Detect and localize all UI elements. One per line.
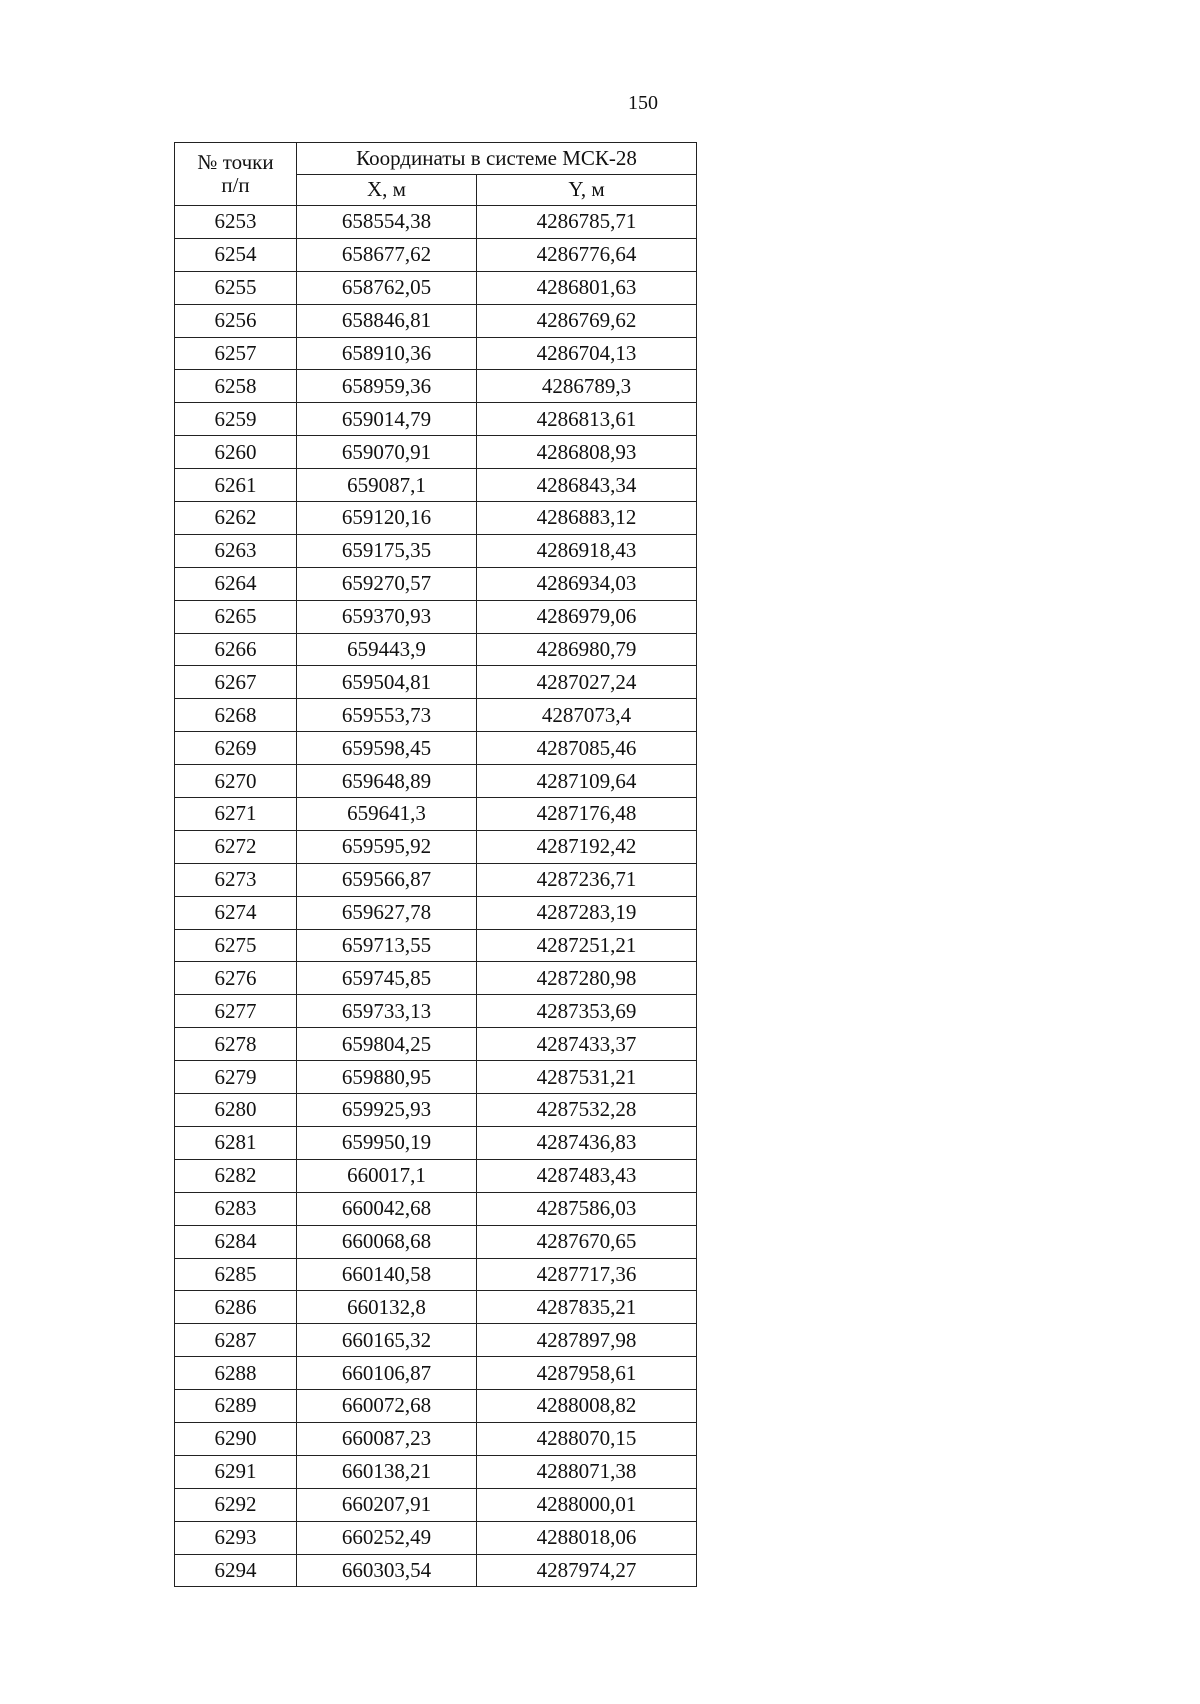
point-number-cell: 6261 — [175, 469, 297, 502]
y-column-header: Y, м — [477, 174, 697, 206]
x-coordinate-cell: 659504,81 — [297, 666, 477, 699]
x-coordinate-cell: 660132,8 — [297, 1291, 477, 1324]
point-number-cell: 6267 — [175, 666, 297, 699]
table-row — [175, 699, 697, 732]
x-coordinate-cell: 660042,68 — [297, 1192, 477, 1225]
point-number-cell: 6254 — [175, 238, 297, 271]
y-coordinate-cell: 4287531,21 — [477, 1061, 697, 1094]
point-number-cell: 6282 — [175, 1159, 297, 1192]
table-row — [175, 765, 697, 798]
x-coordinate-cell: 659270,57 — [297, 567, 477, 600]
x-coordinate-cell: 659120,16 — [297, 502, 477, 535]
y-coordinate-cell: 4286918,43 — [477, 534, 697, 567]
x-coordinate-cell: 660068,68 — [297, 1225, 477, 1258]
y-coordinate-cell: 4287436,83 — [477, 1126, 697, 1159]
point-number-header-line1: № точки — [197, 149, 274, 174]
point-number-cell: 6294 — [175, 1554, 297, 1587]
table-row — [175, 1225, 697, 1258]
y-coordinate-cell: 4287958,61 — [477, 1357, 697, 1390]
x-coordinate-cell: 660252,49 — [297, 1521, 477, 1554]
point-number-cell: 6288 — [175, 1357, 297, 1390]
point-number-cell: 6276 — [175, 962, 297, 995]
table-row — [175, 403, 697, 436]
point-number-cell: 6291 — [175, 1455, 297, 1488]
x-coordinate-cell: 659175,35 — [297, 534, 477, 567]
x-coordinate-cell: 660087,23 — [297, 1422, 477, 1455]
y-coordinate-cell: 4287974,27 — [477, 1554, 697, 1587]
table-row — [175, 600, 697, 633]
point-number-cell: 6292 — [175, 1488, 297, 1521]
point-number-cell: 6259 — [175, 403, 297, 436]
x-coordinate-cell: 659950,19 — [297, 1126, 477, 1159]
y-coordinate-cell: 4286704,13 — [477, 337, 697, 370]
table-row — [175, 370, 697, 403]
table-row — [175, 929, 697, 962]
table-row — [175, 1094, 697, 1127]
x-coordinate-cell: 660207,91 — [297, 1488, 477, 1521]
point-number-cell: 6287 — [175, 1324, 297, 1357]
table-row — [175, 1521, 697, 1554]
y-coordinate-cell: 4287586,03 — [477, 1192, 697, 1225]
x-coordinate-cell: 658959,36 — [297, 370, 477, 403]
x-coordinate-cell: 658910,36 — [297, 337, 477, 370]
point-number-cell: 6257 — [175, 337, 297, 370]
point-number-cell: 6271 — [175, 798, 297, 831]
x-coordinate-cell: 659595,92 — [297, 830, 477, 863]
point-number-cell: 6266 — [175, 633, 297, 666]
table-row — [175, 238, 697, 271]
table-row — [175, 830, 697, 863]
table-row — [175, 534, 697, 567]
y-coordinate-cell: 4286883,12 — [477, 502, 697, 535]
y-coordinate-cell: 4287027,24 — [477, 666, 697, 699]
point-number-cell: 6281 — [175, 1126, 297, 1159]
table-row — [175, 567, 697, 600]
y-coordinate-cell: 4286789,3 — [477, 370, 697, 403]
table-row — [175, 469, 697, 502]
table-row — [175, 798, 697, 831]
y-coordinate-cell: 4287835,21 — [477, 1291, 697, 1324]
y-coordinate-cell: 4287073,4 — [477, 699, 697, 732]
point-number-cell: 6258 — [175, 370, 297, 403]
y-coordinate-cell: 4286808,93 — [477, 436, 697, 469]
point-number-cell: 6277 — [175, 995, 297, 1028]
point-number-cell: 6290 — [175, 1422, 297, 1455]
point-number-cell: 6263 — [175, 534, 297, 567]
x-coordinate-cell: 659370,93 — [297, 600, 477, 633]
point-number-cell: 6285 — [175, 1258, 297, 1291]
point-number-cell: 6274 — [175, 896, 297, 929]
table-row — [175, 1554, 697, 1587]
y-coordinate-cell: 4286776,64 — [477, 238, 697, 271]
point-number-cell: 6268 — [175, 699, 297, 732]
coordinate-system-header: Координаты в системе МСК-28 — [297, 143, 697, 175]
table-row — [175, 896, 697, 929]
table-row — [175, 666, 697, 699]
point-number-cell: 6256 — [175, 304, 297, 337]
point-number-cell: 6275 — [175, 929, 297, 962]
y-coordinate-cell: 4288070,15 — [477, 1422, 697, 1455]
table-row — [175, 1159, 697, 1192]
point-number-cell: 6260 — [175, 436, 297, 469]
x-coordinate-cell: 660017,1 — [297, 1159, 477, 1192]
y-coordinate-cell: 4286801,63 — [477, 271, 697, 304]
point-number-cell: 6278 — [175, 1028, 297, 1061]
table-row — [175, 271, 697, 304]
x-coordinate-cell: 658677,62 — [297, 238, 477, 271]
y-coordinate-cell: 4287717,36 — [477, 1258, 697, 1291]
table-row — [175, 1061, 697, 1094]
y-coordinate-cell: 4287532,28 — [477, 1094, 697, 1127]
table-row — [175, 337, 697, 370]
x-coordinate-cell: 660072,68 — [297, 1390, 477, 1423]
point-number-header-line2: п/п — [221, 173, 250, 197]
x-coordinate-cell: 659745,85 — [297, 962, 477, 995]
table-row — [175, 1192, 697, 1225]
y-coordinate-cell: 4287176,48 — [477, 798, 697, 831]
y-coordinate-cell: 4288018,06 — [477, 1521, 697, 1554]
y-coordinate-cell: 4287433,37 — [477, 1028, 697, 1061]
point-number-cell: 6280 — [175, 1094, 297, 1127]
y-coordinate-cell: 4287280,98 — [477, 962, 697, 995]
table-row — [175, 1357, 697, 1390]
point-number-cell: 6264 — [175, 567, 297, 600]
y-coordinate-cell: 4287353,69 — [477, 995, 697, 1028]
table-row — [175, 502, 697, 535]
point-number-cell: 6273 — [175, 863, 297, 896]
table-row — [175, 1126, 697, 1159]
point-number-header — [175, 143, 297, 206]
page-number: 150 — [628, 92, 658, 114]
table-row — [175, 962, 697, 995]
y-coordinate-cell: 4287192,42 — [477, 830, 697, 863]
table-row — [175, 1324, 697, 1357]
x-coordinate-cell: 659566,87 — [297, 863, 477, 896]
y-coordinate-cell: 4286785,71 — [477, 206, 697, 239]
x-coordinate-cell: 659070,91 — [297, 436, 477, 469]
x-coordinate-cell: 659627,78 — [297, 896, 477, 929]
x-coordinate-cell: 658846,81 — [297, 304, 477, 337]
y-coordinate-cell: 4286980,79 — [477, 633, 697, 666]
y-coordinate-cell: 4286979,06 — [477, 600, 697, 633]
table-row — [175, 1390, 697, 1423]
point-number-cell: 6286 — [175, 1291, 297, 1324]
y-coordinate-cell: 4287897,98 — [477, 1324, 697, 1357]
x-coordinate-cell: 659804,25 — [297, 1028, 477, 1061]
table-row — [175, 995, 697, 1028]
table-row — [175, 732, 697, 765]
point-number-cell: 6279 — [175, 1061, 297, 1094]
point-number-cell: 6270 — [175, 765, 297, 798]
y-coordinate-cell: 4287109,64 — [477, 765, 697, 798]
point-number-cell: 6269 — [175, 732, 297, 765]
x-coordinate-cell: 659880,95 — [297, 1061, 477, 1094]
point-number-cell: 6253 — [175, 206, 297, 239]
y-coordinate-cell: 4288008,82 — [477, 1390, 697, 1423]
y-coordinate-cell: 4287670,65 — [477, 1225, 697, 1258]
table-body — [175, 206, 697, 1587]
x-coordinate-cell: 659443,9 — [297, 633, 477, 666]
point-number-cell: 6265 — [175, 600, 297, 633]
table-row — [175, 1455, 697, 1488]
x-coordinate-cell: 659014,79 — [297, 403, 477, 436]
x-coordinate-cell: 660106,87 — [297, 1357, 477, 1390]
x-coordinate-cell: 660138,21 — [297, 1455, 477, 1488]
y-coordinate-cell: 4286843,34 — [477, 469, 697, 502]
point-number-cell: 6289 — [175, 1390, 297, 1423]
table-row — [175, 1422, 697, 1455]
x-coordinate-cell: 658554,38 — [297, 206, 477, 239]
x-coordinate-cell: 659713,55 — [297, 929, 477, 962]
table-header — [175, 143, 697, 206]
point-number-cell: 6293 — [175, 1521, 297, 1554]
point-number-cell: 6284 — [175, 1225, 297, 1258]
table-row — [175, 436, 697, 469]
x-coordinate-cell: 659648,89 — [297, 765, 477, 798]
x-coordinate-cell: 658762,05 — [297, 271, 477, 304]
table-row — [175, 633, 697, 666]
table-row — [175, 1291, 697, 1324]
y-coordinate-cell: 4287483,43 — [477, 1159, 697, 1192]
y-coordinate-cell: 4286934,03 — [477, 567, 697, 600]
y-coordinate-cell: 4288000,01 — [477, 1488, 697, 1521]
table-row — [175, 863, 697, 896]
point-number-cell: 6272 — [175, 830, 297, 863]
x-coordinate-cell: 660165,32 — [297, 1324, 477, 1357]
y-coordinate-cell: 4286769,62 — [477, 304, 697, 337]
y-coordinate-cell: 4287236,71 — [477, 863, 697, 896]
y-coordinate-cell: 4286813,61 — [477, 403, 697, 436]
y-coordinate-cell: 4288071,38 — [477, 1455, 697, 1488]
y-coordinate-cell: 4287283,19 — [477, 896, 697, 929]
point-number-cell: 6283 — [175, 1192, 297, 1225]
x-column-header: X, м — [297, 174, 477, 206]
table-row — [175, 1028, 697, 1061]
x-coordinate-cell: 659641,3 — [297, 798, 477, 831]
x-coordinate-cell: 659925,93 — [297, 1094, 477, 1127]
x-coordinate-cell: 660140,58 — [297, 1258, 477, 1291]
x-coordinate-cell: 659733,13 — [297, 995, 477, 1028]
table-row — [175, 1488, 697, 1521]
table-row — [175, 206, 697, 239]
x-coordinate-cell: 659553,73 — [297, 699, 477, 732]
point-number-cell: 6255 — [175, 271, 297, 304]
point-number-cell: 6262 — [175, 502, 297, 535]
y-coordinate-cell: 4287251,21 — [477, 929, 697, 962]
x-coordinate-cell: 660303,54 — [297, 1554, 477, 1587]
y-coordinate-cell: 4287085,46 — [477, 732, 697, 765]
coordinates-table — [174, 142, 697, 1587]
table-row — [175, 1258, 697, 1291]
x-coordinate-cell: 659598,45 — [297, 732, 477, 765]
x-coordinate-cell: 659087,1 — [297, 469, 477, 502]
table-row — [175, 304, 697, 337]
